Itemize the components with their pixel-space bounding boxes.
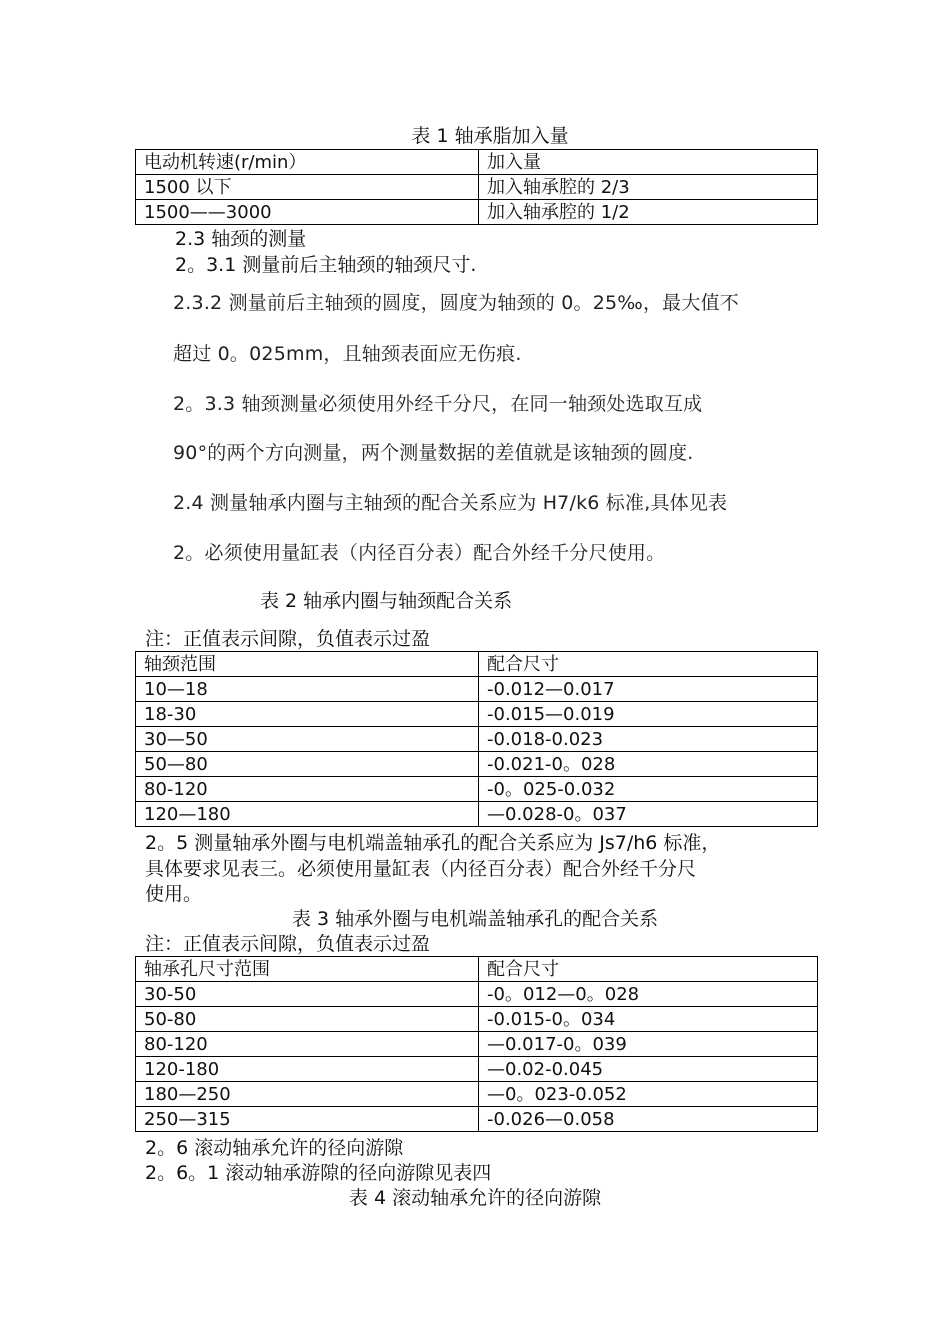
paragraph-2-3-3-line1: 2。3.3 轴颈测量必须使用外经千分尺，在同一轴颈处选取互成 xyxy=(173,393,703,415)
table-cell: 30-50 xyxy=(136,982,479,1007)
table-cell: 250—315 xyxy=(136,1107,479,1132)
table2 xyxy=(135,651,818,827)
table-cell: 120-180 xyxy=(136,1057,479,1082)
table-cell: 80-120 xyxy=(136,1032,479,1057)
table-row xyxy=(136,702,818,727)
table-row xyxy=(136,727,818,752)
table-cell: 120—180 xyxy=(136,802,479,827)
table-cell: 加入轴承腔的 1/2 xyxy=(479,200,818,225)
table-row xyxy=(136,1082,818,1107)
table-row xyxy=(136,1007,818,1032)
paragraph-2-5-line1: 2。5 测量轴承外圈与电机端盖轴承孔的配合关系应为 Js7/h6 标准， xyxy=(145,832,721,854)
table-cell: —0.017-0。039 xyxy=(479,1032,818,1057)
table-cell: 1500 以下 xyxy=(136,175,479,200)
table-row xyxy=(136,802,818,827)
table1 xyxy=(135,149,818,225)
table-cell: 30—50 xyxy=(136,727,479,752)
table-row xyxy=(136,1057,818,1082)
table-header-cell: 轴颈范围 xyxy=(136,652,479,677)
table-cell: —0.02-0.045 xyxy=(479,1057,818,1082)
table-row xyxy=(136,777,818,802)
table-cell: -0.015—0.019 xyxy=(479,702,818,727)
table-row xyxy=(136,1107,818,1132)
table4-caption: 表 4 滚动轴承允许的径向游隙 xyxy=(348,1187,602,1209)
table-header-cell: 配合尺寸 xyxy=(479,652,818,677)
paragraph-2-6-1: 2。6。1 滚动轴承游隙的径向游隙见表四 xyxy=(145,1162,492,1184)
table-row xyxy=(136,200,818,225)
table3-note: 注：正值表示间隙，负值表示过盈 xyxy=(145,933,431,955)
table-cell: -0。012—0。028 xyxy=(479,982,818,1007)
table-row xyxy=(136,677,818,702)
table-cell: 10—18 xyxy=(136,677,479,702)
table-cell: 18-30 xyxy=(136,702,479,727)
table1-caption: 表 1 轴承脂加入量 xyxy=(411,125,569,147)
table-row xyxy=(136,1032,818,1057)
table-cell: -0。025-0.032 xyxy=(479,777,818,802)
table-row xyxy=(136,652,818,677)
table-row xyxy=(136,982,818,1007)
table-cell: -0.015-0。034 xyxy=(479,1007,818,1032)
table-cell: 50—80 xyxy=(136,752,479,777)
table3-caption: 表 3 轴承外圈与电机端盖轴承孔的配合关系 xyxy=(291,908,659,930)
table-cell: 1500——3000 xyxy=(136,200,479,225)
paragraph-2-3-2-line2: 超过 0。025mm，且轴颈表面应无伤痕. xyxy=(173,343,522,365)
table-cell: -0.021-0。028 xyxy=(479,752,818,777)
section-heading-2-6: 2。6 滚动轴承允许的径向游隙 xyxy=(145,1137,404,1159)
table-cell: 180—250 xyxy=(136,1082,479,1107)
table-cell: 加入轴承腔的 2/3 xyxy=(479,175,818,200)
paragraph-2-3-3-line2: 90°的两个方向测量，两个测量数据的差值就是该轴颈的圆度. xyxy=(173,442,694,464)
table-header-cell: 电动机转速(r/min） xyxy=(136,150,479,175)
table2-caption: 表 2 轴承内圈与轴颈配合关系 xyxy=(260,590,513,612)
table-row xyxy=(136,957,818,982)
table-row xyxy=(136,752,818,777)
paragraph-2-4-line2: 2。必须使用量缸表（内径百分表）配合外经千分尺使用。 xyxy=(173,542,666,564)
table-row xyxy=(136,150,818,175)
table-row xyxy=(136,175,818,200)
table-cell: 50-80 xyxy=(136,1007,479,1032)
table-header-cell: 配合尺寸 xyxy=(479,957,818,982)
table-header-cell: 轴承孔尺寸范围 xyxy=(136,957,479,982)
table-cell: —0.028-0。037 xyxy=(479,802,818,827)
table-cell: -0.026—0.058 xyxy=(479,1107,818,1132)
paragraph-2-3-1: 2。3.1 测量前后主轴颈的轴颈尺寸. xyxy=(175,254,477,276)
table2-note: 注：正值表示间隙，负值表示过盈 xyxy=(145,628,431,650)
table-header-cell: 加入量 xyxy=(479,150,818,175)
table-cell: 80-120 xyxy=(136,777,479,802)
table-cell: —0。023-0.052 xyxy=(479,1082,818,1107)
paragraph-2-5-line2: 具体要求见表三。必须使用量缸表（内径百分表）配合外经千分尺 xyxy=(145,858,697,880)
table-cell: -0.012—0.017 xyxy=(479,677,818,702)
paragraph-2-4-line1: 2.4 测量轴承内圈与主轴颈的配合关系应为 H7/k6 标准,具体见表 xyxy=(173,492,728,514)
paragraph-2-5-line3: 使用。 xyxy=(145,883,203,905)
paragraph-2-3-2-line1: 2.3.2 测量前后主轴颈的圆度，圆度为轴颈的 0。25‰，最大值不 xyxy=(173,292,739,314)
table-cell: -0.018-0.023 xyxy=(479,727,818,752)
table3 xyxy=(135,956,818,1132)
section-heading-2-3: 2.3 轴颈的测量 xyxy=(175,228,307,250)
